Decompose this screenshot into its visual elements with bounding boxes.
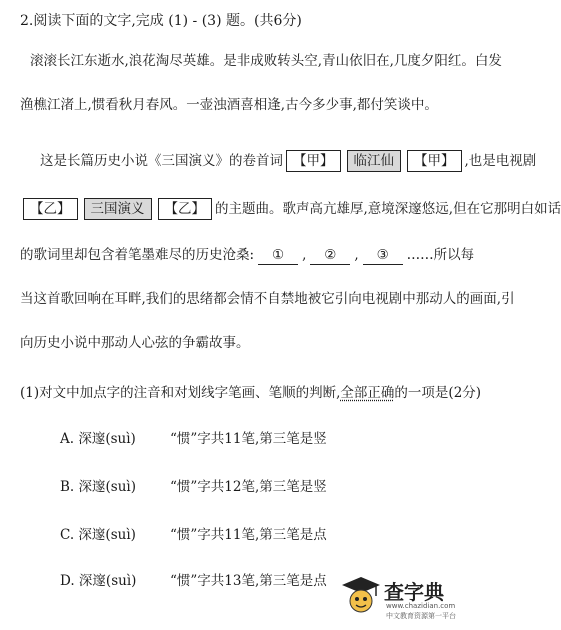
blank-1: ① [258, 246, 298, 265]
passage-text: ……所以每 [406, 247, 475, 263]
emphasis-text: 全部正确 [340, 385, 395, 401]
watermark-slogan: 中文教育资源第一平台 [386, 612, 456, 620]
poem-line-1: 滚滚长江东逝水,浪花淘尽英雄。是非成败转头空,青山依旧在,几度夕阳红。白发 [30, 53, 502, 69]
blank-box-jia-2: 【甲】 [407, 150, 462, 172]
passage-line-2 [20, 198, 561, 220]
graduate-mascot-icon [340, 574, 382, 618]
passage-text: 的主题曲。歌声高亢雄厚,意境深邃悠远,但在它那明白如话 [215, 201, 561, 217]
blank-box-jia: 【甲】 [286, 150, 341, 172]
question-title: 2.阅读下面的文字,完成 (1) - (3) 题。(共6分) [20, 13, 302, 29]
option-label: C. 深邃(suì) [60, 527, 136, 543]
passage-text: 的歌词里却包含着笔墨难尽的历史沧桑: [20, 247, 255, 263]
passage-line-5: 向历史小说中那动人心弦的争霸故事。 [20, 335, 250, 351]
option-label: B. 深邃(suì) [60, 479, 136, 495]
blank-box-yi: 【乙】 [23, 198, 78, 220]
blank-box-yi-2: 【乙】 [158, 198, 213, 220]
sub-question-1 [20, 384, 481, 402]
sub-question-text: 的一项是(2分) [394, 385, 482, 401]
blank-2: ② [310, 246, 350, 265]
watermark-logo [336, 572, 458, 622]
sub-question-text: (1)对文中加点字的注音和对划线字笔画、笔顺的判断, [20, 385, 341, 401]
option-label: D. 深邃(suì) [60, 573, 137, 589]
poem-line-2: 渔樵江渚上,惯看秋月春风。一壶浊酒喜相逢,古今多少事,都付笑谈中。 [20, 97, 438, 113]
blank-3: ③ [363, 246, 403, 265]
option-text: “惯”字共13笔,第三笔是点 [170, 573, 327, 589]
answer-box-linjiangxian: 临江仙 [347, 150, 402, 172]
option-text: “惯”字共11笔,第三笔是竖 [170, 431, 327, 447]
option-d[interactable] [60, 572, 327, 590]
watermark-name: 查字典 [384, 580, 444, 604]
option-text: “惯”字共11笔,第三笔是点 [170, 527, 327, 543]
option-c[interactable] [60, 526, 327, 544]
passage-text: ,也是电视剧 [464, 153, 537, 169]
option-b[interactable] [60, 478, 327, 496]
option-text: “惯”字共12笔,第三笔是竖 [170, 479, 327, 495]
option-label: A. 深邃(suì) [60, 431, 136, 447]
watermark-url: www.chazidian.com [386, 602, 456, 610]
passage-line-4: 当这首歌回响在耳畔,我们的思绪都会情不自禁地被它引向电视剧中那动人的画面,引 [20, 291, 515, 307]
option-a[interactable] [60, 430, 327, 448]
passage-line-3: 的歌词里却包含着笔墨难尽的历史沧桑: ① , ② , ③ ……所以每 [20, 247, 475, 263]
answer-box-sanguoyanyi: 三国演义 [84, 198, 152, 220]
passage-text: 这是长篇历史小说《三国演义》的卷首词 [40, 153, 283, 169]
passage-line-1 [40, 150, 536, 172]
